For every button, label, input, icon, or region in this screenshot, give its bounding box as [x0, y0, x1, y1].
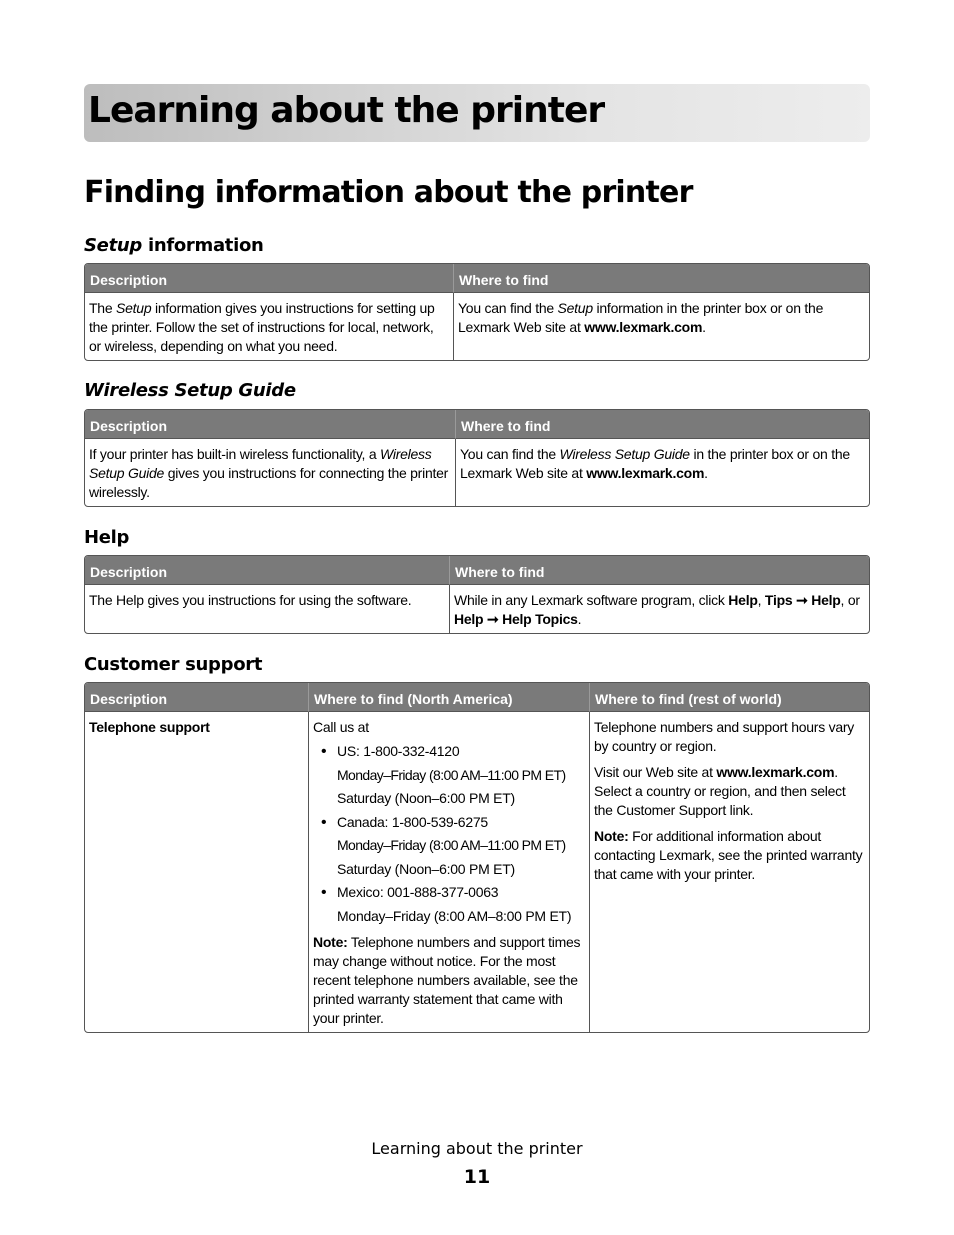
- column-header-north-america: Where to find (North America): [308, 683, 589, 712]
- setup-heading: [84, 235, 264, 256]
- help-description-cell: The Help gives you instructions for using the software.: [89, 592, 412, 608]
- setup-description-cell: [85, 293, 453, 360]
- chapter-title: Learning about the printer: [88, 90, 605, 131]
- telephone-support-label: Telephone support: [89, 719, 210, 735]
- column-header-where: Where to find: [453, 264, 869, 293]
- wireless-description-cell: [85, 439, 455, 506]
- column-header-description: Description: [85, 410, 455, 439]
- call-us-text: Call us at: [313, 719, 369, 735]
- table-row: [85, 439, 869, 506]
- website-link[interactable]: www.lexmark.com: [584, 319, 703, 335]
- wireless-heading: [84, 380, 296, 401]
- text: , or: [840, 592, 860, 608]
- wireless-heading-text: Wireless Setup Guide: [84, 380, 296, 401]
- column-header-description: Description: [85, 683, 308, 712]
- table-row: [85, 712, 869, 1032]
- list-item: Monday–Friday (8:00 AM–11:00 PM ET): [337, 766, 566, 783]
- north-america-note: [313, 933, 585, 1028]
- text: .: [702, 319, 706, 335]
- page-number: 11: [463, 1166, 491, 1188]
- wireless-table: [84, 409, 870, 507]
- text: You can find the: [458, 300, 558, 316]
- column-header-description: Description: [85, 556, 449, 585]
- text-italic: Setup: [116, 300, 152, 316]
- menu-path-tips-help: Tips ➞ Help: [764, 592, 841, 608]
- setup-heading-italic: Setup: [84, 235, 142, 256]
- world-paragraph-2: [594, 763, 865, 820]
- support-table: [84, 682, 870, 1033]
- phone-list: [313, 740, 585, 928]
- help-table: [84, 555, 870, 634]
- note-label: Note:: [594, 828, 629, 844]
- note-text: For additional information about contacting Lexmark, see the printed warranty that came with your printer.: [594, 828, 863, 882]
- column-header-description: Description: [85, 264, 453, 293]
- table-header-row: [85, 410, 869, 439]
- text: ,: [757, 592, 765, 608]
- help-where-cell: [449, 585, 869, 633]
- text: While in any Lexmark software program, click: [454, 592, 729, 608]
- text: The: [89, 300, 117, 316]
- website-link[interactable]: www.lexmark.com: [586, 465, 705, 481]
- world-paragraph-1: Telephone numbers and support hours vary by country or region.: [594, 719, 855, 754]
- rest-of-world-cell: [589, 712, 869, 1032]
- north-america-cell: [308, 712, 589, 1032]
- text: information in the printer box or on the Lexmark Web site at: [458, 300, 824, 335]
- table-header-row: [85, 264, 869, 293]
- text: Visit our Web site at: [594, 764, 717, 780]
- chapter-banner: [84, 84, 870, 142]
- list-item: • Mexico: 001-888-377-0063: [313, 881, 585, 905]
- wireless-where-cell: [455, 439, 869, 506]
- note-text: Telephone numbers and support times may change without notice. For the most recent telephone numbers available, see the printed warranty statement that came with your printer.: [313, 934, 581, 1026]
- list-item: • US: 1-800-332-4120: [313, 740, 585, 764]
- text: gives you instructions for connecting the printer wirelessly.: [89, 465, 449, 500]
- table-row: [85, 585, 869, 633]
- list-item: Saturday (Noon–6:00 PM ET): [337, 790, 515, 806]
- column-header-rest-of-world: Where to find (rest of world): [589, 683, 869, 712]
- text-italic: Wireless Setup Guide: [559, 446, 690, 462]
- column-header-where: Where to find: [449, 556, 869, 585]
- text: in the printer box or on the Lexmark Web site at: [460, 446, 850, 481]
- menu-path-help-topics: Help ➞ Help Topics: [454, 611, 578, 627]
- table-row: [85, 293, 869, 360]
- website-link[interactable]: www.lexmark.com: [716, 764, 835, 780]
- footer-title: Learning about the printer: [371, 1139, 583, 1158]
- text-italic: Setup: [557, 300, 593, 316]
- setup-heading-rest: information: [141, 235, 264, 256]
- column-header-where: Where to find: [455, 410, 869, 439]
- list-item: Monday–Friday (8:00 AM–8:00 PM ET): [337, 907, 572, 924]
- text: You can find the: [460, 446, 560, 462]
- support-heading: Customer support: [84, 654, 263, 675]
- note-label: Note:: [313, 934, 348, 950]
- text: information gives you instructions for setting up the printer. Follow the set of instructions for local, network, or wireless, depending on what you need.: [89, 300, 435, 354]
- world-note: [594, 827, 865, 884]
- table-header-row: [85, 683, 869, 712]
- list-item: Saturday (Noon–6:00 PM ET): [337, 860, 515, 877]
- text: .: [704, 465, 708, 481]
- list-item: Monday–Friday (8:00 AM–11:00 PM ET): [337, 837, 566, 853]
- section-title: Finding information about the printer: [84, 175, 693, 210]
- list-item: • Canada: 1-800-539-6275: [313, 811, 585, 835]
- menu-path-help: Help: [728, 592, 758, 608]
- help-heading: Help: [84, 527, 130, 548]
- text: .: [577, 611, 582, 627]
- text-italic: Wireless Setup Guide: [89, 446, 432, 481]
- setup-table: [84, 263, 870, 361]
- table-header-row: [85, 556, 869, 585]
- setup-where-cell: [453, 293, 869, 360]
- text: If your printer has built-in wireless functionality, a: [89, 446, 381, 462]
- text: . Select a country or region, and then select the Customer Support link.: [594, 764, 846, 818]
